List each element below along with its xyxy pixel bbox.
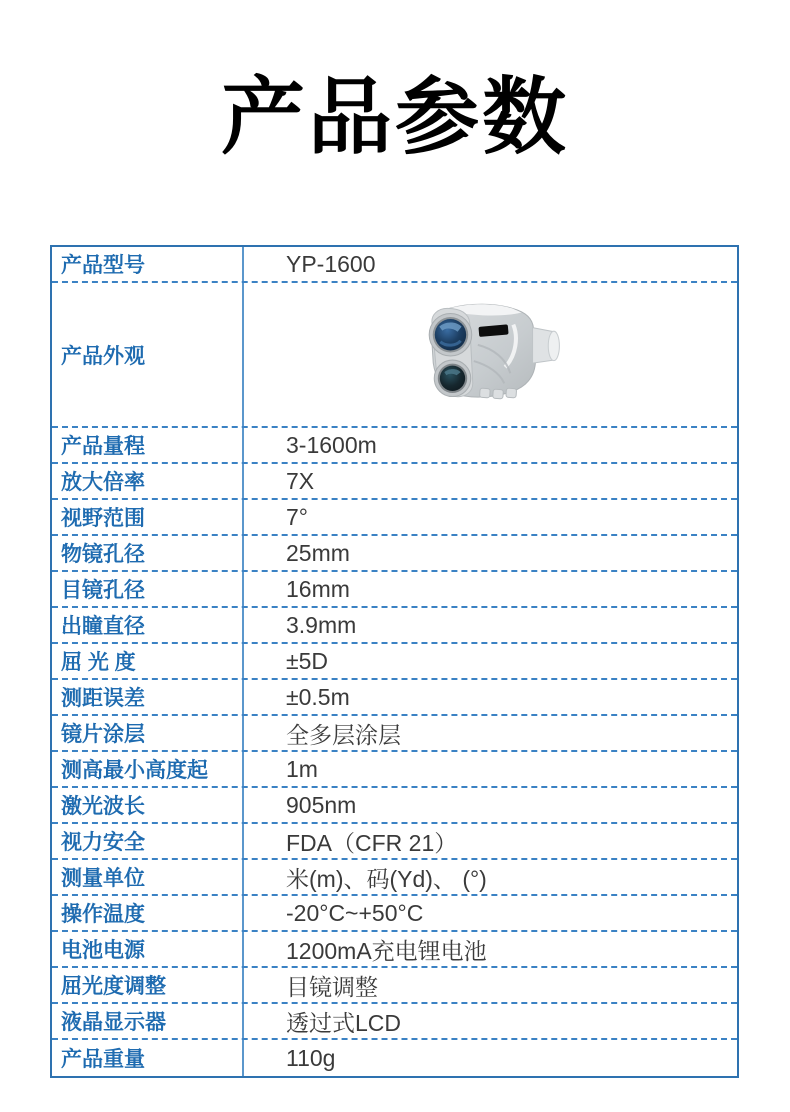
row-label: 测距误差 (52, 680, 244, 714)
spec-table (50, 245, 739, 1078)
row-value: ±5D (286, 647, 329, 674)
row-value: 1m (286, 755, 318, 782)
table-row (52, 1040, 737, 1076)
row-value: -20°C~+50°C (286, 899, 424, 926)
row-label: 电池电源 (52, 932, 244, 966)
row-label: 屈光度调整 (52, 968, 244, 1002)
row-value: ±0.5m (286, 683, 350, 710)
table-row (52, 428, 737, 464)
row-value: 110g (286, 1044, 336, 1071)
table-row (52, 788, 737, 824)
row-label: 测高最小高度起 (52, 752, 244, 786)
row-label: 产品外观 (52, 283, 244, 426)
table-row (52, 932, 737, 968)
table-row (52, 644, 737, 680)
row-value: 3.9mm (286, 611, 357, 638)
row-label: 操作温度 (52, 896, 244, 930)
row-label: 出瞳直径 (52, 608, 244, 642)
row-label: 目镜孔径 (52, 572, 244, 606)
row-value: 7X (286, 467, 315, 494)
table-row (52, 283, 737, 428)
table-row (52, 536, 737, 572)
row-value: 1200mA充电锂电池 (286, 937, 487, 964)
table-row (52, 860, 737, 896)
row-value: FDA（CFR 21） (286, 829, 458, 856)
row-value: 7° (286, 503, 308, 530)
row-value: 16mm (286, 575, 350, 602)
row-value: YP-1600 (286, 250, 376, 277)
row-label: 镜片涂层 (52, 716, 244, 750)
row-label: 产品型号 (52, 247, 244, 281)
table-row (52, 968, 737, 1004)
page-title: 产品参数 (220, 72, 569, 165)
row-label: 屈 光 度 (52, 644, 244, 678)
row-label: 视野范围 (52, 500, 244, 534)
row-value: 全多层涂层 (286, 721, 401, 748)
rangefinder-product-photo (415, 300, 567, 410)
row-label: 激光波长 (52, 788, 244, 822)
table-row (52, 464, 737, 500)
row-label: 物镜孔径 (52, 536, 244, 570)
row-label: 放大倍率 (52, 464, 244, 498)
row-value: 3-1600m (286, 431, 377, 458)
row-label: 产品重量 (52, 1040, 244, 1076)
table-row (52, 896, 737, 932)
table-row (52, 500, 737, 536)
row-value: 905nm (286, 791, 357, 818)
row-value: 米(m)、码(Yd)、 (°) (286, 865, 487, 892)
row-value: 25mm (286, 539, 350, 566)
table-row (52, 247, 737, 283)
table-row (52, 608, 737, 644)
table-row (52, 680, 737, 716)
row-label: 液晶显示器 (52, 1004, 244, 1038)
row-label: 视力安全 (52, 824, 244, 858)
table-row (52, 716, 737, 752)
table-row (52, 752, 737, 788)
row-value (244, 283, 737, 426)
table-row (52, 1004, 737, 1040)
row-value: 透过式LCD (286, 1009, 402, 1036)
row-value: 目镜调整 (286, 973, 378, 1000)
row-label: 产品量程 (52, 428, 244, 462)
table-row (52, 572, 737, 608)
table-row (52, 824, 737, 860)
row-label: 测量单位 (52, 860, 244, 894)
